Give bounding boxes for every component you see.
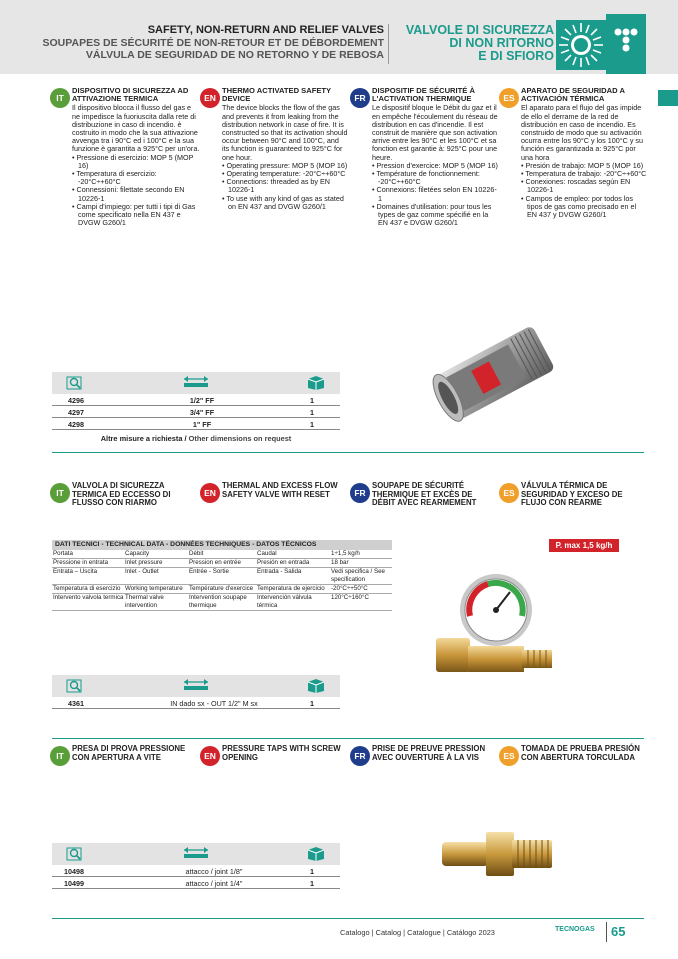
badge-en: EN bbox=[200, 746, 220, 766]
table-cell: Température d'exercice bbox=[189, 585, 254, 592]
ruler-icon bbox=[182, 846, 210, 860]
badge-fr: FR bbox=[350, 483, 370, 503]
badge-es: ES bbox=[499, 483, 519, 503]
header-title-it bbox=[404, 24, 554, 63]
section1-it bbox=[72, 87, 200, 227]
table-row bbox=[52, 594, 392, 611]
table-row bbox=[52, 407, 340, 418]
product-code: 4297 bbox=[68, 408, 84, 417]
thermal-safety-device-image bbox=[420, 298, 570, 448]
brand-tab bbox=[606, 14, 646, 74]
technical-data-title: DATI TECNICI - TECHNICAL DATA - DONNÉES TECHNIQUES - DATOS TÉCNICOS bbox=[52, 540, 392, 550]
table-cell: -20°C÷+50°C bbox=[331, 585, 368, 592]
list-item: • Campos de empleo: por todos los tipos de gas como precisado en el EN 437 y DVGW G260/1 bbox=[521, 193, 637, 220]
table-cell: Capacity bbox=[125, 550, 150, 557]
badge-fr: FR bbox=[350, 746, 370, 766]
table-cell: Entrata – Uscita bbox=[53, 568, 98, 575]
product-qty: 1 bbox=[310, 699, 314, 708]
section1-en-title: THERMO ACTIVATED SAFETY DEVICE bbox=[222, 86, 331, 104]
header-title-fr: SOUPAPES DE SÉCURITÉ DE NON-RETOUR ET DE DÉBORDEMENT bbox=[42, 37, 384, 49]
table-cell: Working temperature bbox=[125, 585, 183, 592]
note-en: Other dimensions on request bbox=[188, 434, 292, 443]
ruler-icon bbox=[182, 678, 210, 692]
section1-fr-body: Le dispositif bloque le Débit du gaz et il en empêche l'écoulement du réseau de distribution en cas d'incendie. Il est construit de manière que son activation arrive entre les 90°C et les 100°C et sa fonction est garantie à: 925°C pour une heure. bbox=[372, 103, 498, 162]
list-item: • To use with any kind of gas as stated on EN 437 and DVGW G260/1 bbox=[222, 193, 344, 211]
section-divider bbox=[52, 738, 644, 739]
pressure-tap-image bbox=[438, 826, 558, 882]
table-cell: 18 bar bbox=[331, 559, 349, 566]
table-cell: Vedi specifica / See specification bbox=[331, 568, 386, 583]
list-item: • Connections: threaded as by EN 10226-1 bbox=[222, 177, 330, 195]
product-code: 4298 bbox=[68, 420, 84, 429]
badge-en: EN bbox=[200, 88, 220, 108]
table-cell: Pression en entrée bbox=[189, 559, 241, 566]
table-cell: Temperatura di esercizio bbox=[53, 585, 121, 592]
section1-es bbox=[521, 87, 647, 219]
badge-en: EN bbox=[200, 483, 220, 503]
ruler-icon bbox=[182, 375, 210, 389]
table-cell: Inlet pressure bbox=[125, 559, 163, 566]
section-divider bbox=[52, 452, 644, 453]
footer-divider bbox=[52, 918, 644, 919]
list-item: • Connexions: filetées selon EN 10226-1 bbox=[372, 185, 497, 203]
footer-catalog: Catalogo | Catalog | Catalogue | Catálogo 2023 bbox=[340, 928, 495, 937]
table-row bbox=[52, 878, 340, 889]
section2-en-title: THERMAL AND EXCESS FLOW SAFETY VALVE WITH RESET bbox=[222, 481, 338, 499]
package-icon bbox=[306, 375, 326, 391]
table-cell: Presión en entrada bbox=[257, 559, 310, 566]
table-header bbox=[52, 843, 340, 865]
table-row bbox=[52, 698, 340, 709]
table-row bbox=[52, 395, 340, 406]
badge-it: IT bbox=[50, 88, 70, 108]
table-cell: Intervención válvula térmica bbox=[257, 594, 312, 609]
header-titles bbox=[43, 24, 384, 61]
list-item: • Temperatura de trabajo: -20°C÷+60°C bbox=[521, 169, 647, 179]
section1-es-title: APARATO DE SEGURIDAD A ACTIVACIÓN TÉRMICA bbox=[521, 86, 625, 104]
product-qty: 1 bbox=[310, 408, 314, 417]
max-pressure-badge: P. max 1,5 kg/h bbox=[549, 539, 619, 552]
section1-en bbox=[222, 87, 348, 211]
badge-it: IT bbox=[50, 746, 70, 766]
header-title-it-line1: VALVOLE DI SICUREZZA bbox=[405, 23, 554, 37]
dimensions-note bbox=[52, 434, 340, 443]
list-item: • Operating pressure: MOP 5 (MOP 16) bbox=[222, 160, 348, 170]
section1-en-bullets bbox=[222, 162, 348, 211]
table-row bbox=[52, 585, 392, 594]
footer-separator bbox=[606, 922, 607, 942]
table-cell: 120°C÷160°C bbox=[331, 594, 369, 601]
section1-fr-bullets bbox=[372, 162, 498, 228]
product-code: 4296 bbox=[68, 396, 84, 405]
list-item: • Conexiones: roscadas según EN 10226-1 bbox=[521, 177, 631, 195]
product-qty: 1 bbox=[310, 396, 314, 405]
section1-fr bbox=[372, 87, 498, 227]
list-item: • Connessioni: filettate secondo EN 10226-1 bbox=[72, 185, 185, 203]
table-cell: Inlet - Outlet bbox=[125, 568, 159, 575]
list-item: • Température de fonctionnement: -20°C÷+60°C bbox=[372, 169, 480, 187]
badge-es: ES bbox=[499, 88, 519, 108]
product-code: 10499 bbox=[64, 879, 84, 888]
excess-flow-valve-image bbox=[428, 566, 558, 696]
badge-es: ES bbox=[499, 746, 519, 766]
section1-it-title: DISPOSITIVO DI SICUREZZA AD ATTIVAZIONE TERMICA bbox=[72, 86, 189, 104]
section2-fr-title: SOUPAPE DE SÉCURITÉ THERMIQUE ET EXCÈS DE DÉBIT AVEC REARMEMENT bbox=[372, 481, 477, 508]
magnifier-barcode-icon bbox=[66, 678, 84, 694]
magnifier-barcode-icon bbox=[66, 375, 84, 391]
header-title-es: VÁLVULA DE SEGURIDAD DE NO RETORNO Y DE REBOSA bbox=[85, 49, 384, 61]
product-qty: 1 bbox=[310, 867, 314, 876]
table-row bbox=[52, 559, 392, 568]
table-row bbox=[52, 419, 340, 430]
list-item: • Pressione di esercizio: MOP 5 (MOP 16) bbox=[72, 152, 194, 170]
page-header bbox=[0, 0, 678, 74]
table-row bbox=[52, 550, 392, 559]
list-item: • Operating temperature: -20°C÷+60°C bbox=[222, 169, 346, 179]
product-qty: 1 bbox=[310, 420, 314, 429]
list-item: • Campi d'impiego: per tutti i tipi di Gas come specificato nella EN 437 e DVGW G260/1 bbox=[72, 201, 196, 228]
badge-fr: FR bbox=[350, 88, 370, 108]
product-size: 1/2" FF bbox=[189, 396, 215, 405]
table-cell: Entrada - Salida bbox=[257, 568, 302, 575]
list-item: • Temperatura di esercizio: -20°C÷+60°C bbox=[72, 169, 157, 187]
section1-fr-title: DISPOSITIF DE SÉCURITÉ À L'ACTIVATION THERMIQUE bbox=[372, 86, 475, 104]
product-code: 10498 bbox=[64, 867, 84, 876]
header-title-it-line3: E DI SFIORO bbox=[478, 49, 554, 63]
table-cell: Intervento valvola termica bbox=[53, 594, 124, 601]
package-icon bbox=[306, 846, 326, 862]
side-tab bbox=[658, 90, 678, 106]
table-cell: Débit bbox=[189, 550, 204, 557]
product-size: 3/4" FF bbox=[189, 408, 215, 417]
product-code: 4361 bbox=[68, 699, 84, 708]
header-title-en: SAFETY, NON-RETURN AND RELIEF VALVES bbox=[147, 24, 384, 36]
product-qty: 1 bbox=[310, 879, 314, 888]
header-title-it-line2: DI NON RITORNO bbox=[449, 36, 554, 50]
technical-data-table bbox=[52, 540, 392, 611]
section1-es-bullets bbox=[521, 162, 647, 219]
product-description: IN dado sx - OUT 1/2" M sx bbox=[170, 699, 258, 708]
section3-en-title: PRESSURE TAPS WITH SCREW OPENING bbox=[222, 744, 341, 762]
list-item: • Pression d'exercice: MOP 5 (MOP 16) bbox=[372, 160, 498, 170]
table-cell: Caudal bbox=[257, 550, 277, 557]
note-it: Altre misure a richiesta / bbox=[100, 434, 189, 443]
table-cell: Portata bbox=[53, 550, 73, 557]
section1-en-body: The device blocks the flow of the gas and prevents it from leaking from the distribution network in case of fire. It is constructed so that its activation should occur between 90°C and 100°C, and its function is guaranteed to 925°C for one hour. bbox=[222, 103, 348, 162]
section1-it-body: Il dispositivo blocca il flusso del gas e ne impedisce la fuoriuscita dalla rete di distribuzione in caso di incendio. è costruito in modo che la sua attivazione avvenga tra i 90°C ed i 100°C e la sua funzione è garantita a 925°C per un'ora. bbox=[72, 103, 200, 154]
section3-it-title: PRESA DI PROVA PRESSIONE CON APERTURA A VITE bbox=[72, 744, 186, 762]
table-cell: Entrée - Sortie bbox=[189, 568, 229, 575]
list-item: • Presión de trabajo: MOP 5 (MOP 16) bbox=[521, 160, 644, 170]
table-header bbox=[52, 372, 340, 394]
package-icon bbox=[306, 678, 326, 694]
table-header bbox=[52, 675, 340, 697]
table-row bbox=[52, 866, 340, 877]
product-size: 1" FF bbox=[192, 420, 212, 429]
sun-burst-icon bbox=[556, 20, 606, 70]
list-item: • Domaines d'utilisation: pour tous les types de gaz comme spécifié en la EN 437 e DVGW G260/1 bbox=[372, 201, 492, 228]
table-cell: Thermal valve intervention bbox=[125, 594, 164, 609]
section3-fr-title: PRISE DE PREUVE PRESSION AVEC OUVERTURE À LA VIS bbox=[372, 744, 486, 762]
section1-it-bullets bbox=[72, 154, 200, 228]
dots-icon bbox=[606, 14, 646, 74]
badge-it: IT bbox=[50, 483, 70, 503]
table-cell: Intervention soupape thermique bbox=[189, 594, 247, 609]
section1-es-body: El aparato para el flujo del gas impide de ello el derrame de la red de distribución en caso de incendio. Es construido de modo que su activación ocurra entre los 90°C y los 100°C y su función es garantizada a: 925°C por una hora bbox=[521, 103, 644, 162]
header-divider bbox=[388, 24, 389, 64]
table-row bbox=[52, 568, 392, 585]
table-cell: Pressione in entrata bbox=[53, 559, 109, 566]
magnifier-barcode-icon bbox=[66, 846, 84, 862]
table-cell: Temperatura de ejercicio bbox=[257, 585, 325, 592]
footer-brand: TECNOGAS bbox=[555, 926, 595, 933]
section2-es-title: VÁLVULA TÉRMICA DE SEGURIDAD Y EXCESO DE FLUJO CON REARME bbox=[521, 481, 623, 508]
product-description: attacco / joint 1/4" bbox=[185, 879, 243, 888]
product-description: attacco / joint 1/8" bbox=[185, 867, 243, 876]
table-cell: 1÷1,5 kg/h bbox=[331, 550, 360, 557]
page-number: 65 bbox=[611, 924, 626, 939]
section2-it-title: VALVOLA DI SICUREZZA TERMICA ED ECCESSO DI FLUSSO CON RIARMO bbox=[72, 481, 171, 508]
section3-es-title: TOMADA DE PRUEBA PRESIÓN CON ABERTURA TORCULADA bbox=[521, 744, 640, 762]
